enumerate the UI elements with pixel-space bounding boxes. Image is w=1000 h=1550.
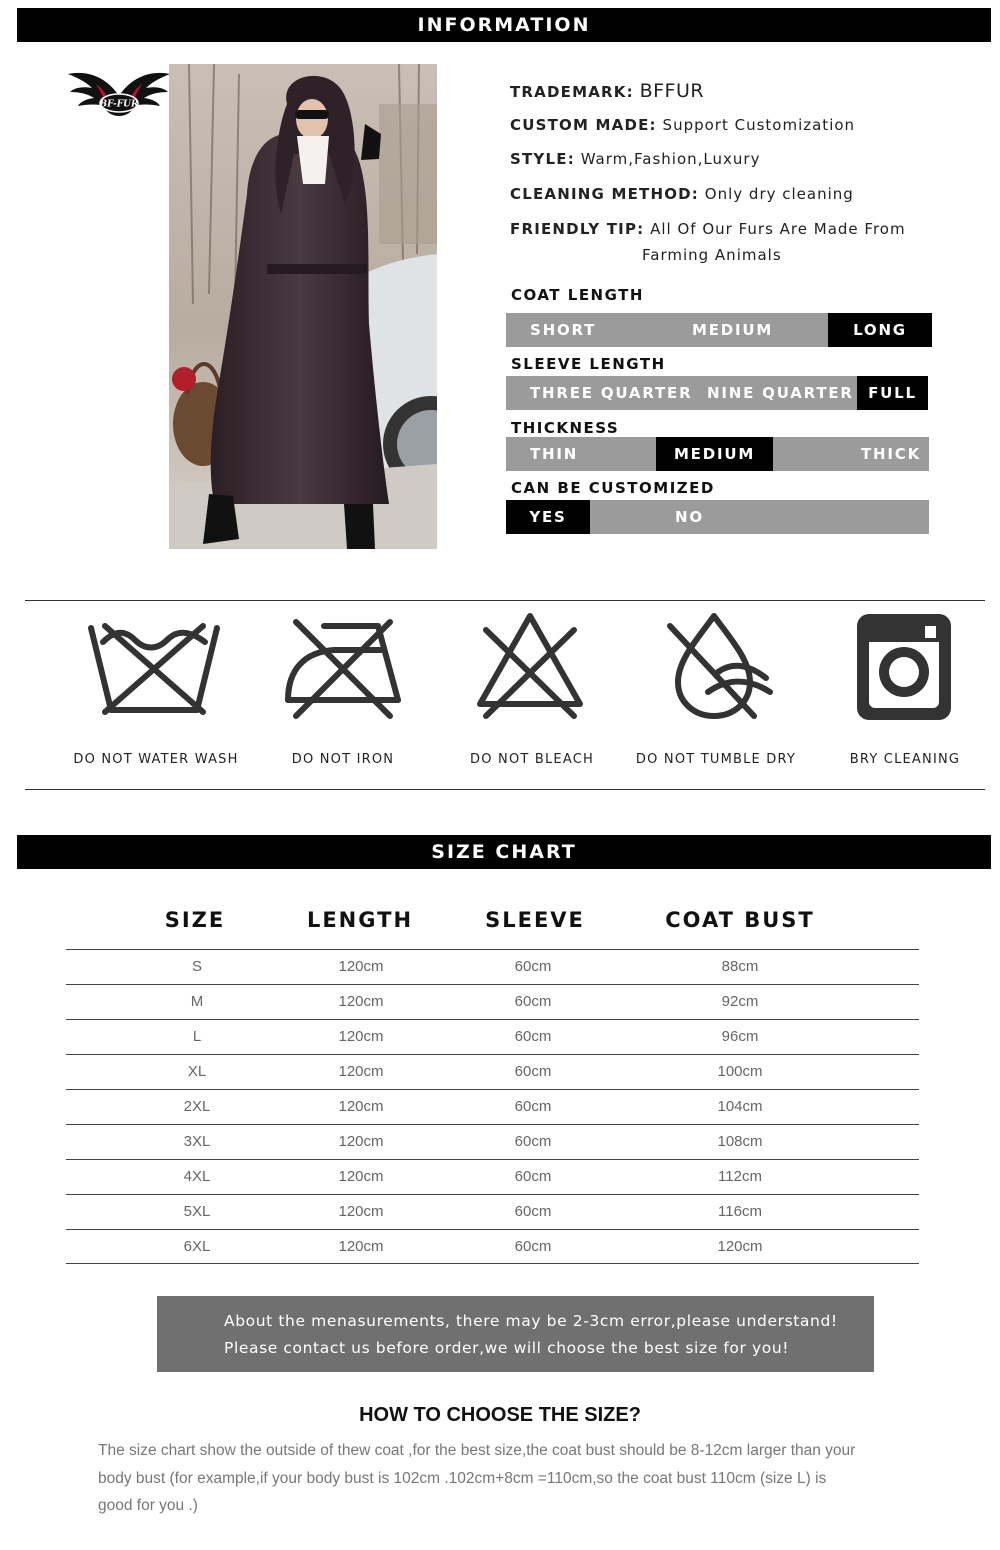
sleeve-length-label: SLEEVE LENGTH	[511, 355, 666, 373]
custom-made-value: Support Customization	[662, 116, 856, 134]
care-bottom-divider	[25, 789, 985, 790]
trademark-line	[510, 80, 704, 102]
table-row	[66, 1089, 919, 1124]
coat-length-selector	[506, 313, 932, 347]
cell-size: XL	[187, 1063, 207, 1080]
cell-length: 120cm	[338, 1098, 384, 1115]
cell-size: 3XL	[183, 1133, 211, 1150]
cell-sleeve: 60cm	[514, 958, 552, 975]
cell-length: 120cm	[338, 993, 384, 1010]
customizable-option-yes[interactable]: YES	[506, 500, 590, 534]
cell-size: 5XL	[183, 1203, 211, 1220]
cell-coat-bust: 104cm	[717, 1098, 763, 1115]
cell-coat-bust: 100cm	[717, 1063, 763, 1080]
size-chart-header: SIZE CHART	[17, 835, 991, 869]
no-iron-icon	[274, 612, 414, 722]
cell-length: 120cm	[338, 1063, 384, 1080]
trademark-value: BFFUR	[639, 80, 705, 102]
thickness-selector	[506, 437, 929, 471]
table-row	[66, 1019, 919, 1054]
no-water-wash-label: DO NOT WATER WASH	[73, 752, 239, 767]
coat-length-option-long[interactable]: LONG	[828, 313, 932, 347]
no-iron-label: DO NOT IRON	[291, 752, 395, 767]
thickness-label: THICKNESS	[511, 419, 620, 437]
friendly-tip-key: FRIENDLY TIP:	[510, 220, 645, 238]
information-header: INFORMATION	[17, 8, 991, 42]
cell-length: 120cm	[338, 1203, 384, 1220]
col-header-coat-bust: COAT BUST	[665, 908, 815, 932]
table-row	[66, 949, 919, 984]
bf-fur-logo	[66, 66, 172, 122]
cleaning-method-line	[510, 185, 854, 203]
thickness-option-thick[interactable]: THICK	[861, 445, 921, 463]
table-row	[66, 1124, 919, 1159]
how-to-line-2: body bust (for example,if your body bust is 102cm .102cm+8cm =110cm,so the coat bust 110cm (size L) is	[98, 1469, 827, 1487]
cell-sleeve: 60cm	[514, 1203, 552, 1220]
cell-sleeve: 60cm	[514, 1238, 552, 1255]
dry-cleaning-label: BRY CLEANING	[849, 752, 961, 767]
style-line	[510, 150, 760, 168]
cell-size: 6XL	[183, 1238, 211, 1255]
cell-size: L	[192, 1028, 202, 1045]
care-top-divider	[25, 600, 985, 601]
friendly-tip-line	[510, 220, 906, 238]
col-header-length: LENGTH	[306, 908, 414, 932]
no-tumble-dry-label: DO NOT TUMBLE DRY	[635, 752, 797, 767]
cell-size: 4XL	[183, 1168, 211, 1185]
no-bleach-label: DO NOT BLEACH	[470, 752, 594, 767]
cell-length: 120cm	[338, 1168, 384, 1185]
trademark-key: TRADEMARK:	[510, 83, 634, 101]
table-row	[66, 1159, 919, 1194]
cell-coat-bust: 120cm	[717, 1238, 763, 1255]
no-tumble-dry-icon	[648, 612, 788, 722]
coat-length-label: COAT LENGTH	[511, 286, 644, 304]
style-value: Warm,Fashion,Luxury	[580, 150, 761, 168]
cell-length: 120cm	[338, 1238, 384, 1255]
sleeve-length-option-nine-quarter[interactable]: NINE QUARTER	[707, 384, 854, 402]
style-key: STYLE:	[510, 150, 575, 168]
dry-cleaning-icon	[834, 612, 974, 722]
col-header-sleeve: SLEEVE	[485, 908, 585, 932]
cell-size: S	[191, 958, 202, 975]
cell-sleeve: 60cm	[514, 1133, 552, 1150]
table-row	[66, 984, 919, 1019]
cell-size: 2XL	[183, 1098, 211, 1115]
friendly-tip-value-line2: Farming Animals	[642, 246, 782, 264]
thickness-option-thin[interactable]: THIN	[530, 445, 579, 463]
custom-made-key: CUSTOM MADE:	[510, 116, 657, 134]
cell-sleeve: 60cm	[514, 1098, 552, 1115]
table-row	[66, 1054, 919, 1089]
measurement-note	[157, 1296, 874, 1372]
cell-coat-bust: 88cm	[721, 958, 759, 975]
how-to-line-1: The size chart show the outside of thew coat ,for the best size,the coat bust should be 8-12cm larger than your	[98, 1442, 856, 1459]
no-water-wash-icon	[85, 612, 225, 722]
customizable-label: CAN BE CUSTOMIZED	[511, 479, 715, 497]
friendly-tip-value: All Of Our Furs Are Made From	[650, 220, 906, 238]
cell-coat-bust: 92cm	[721, 993, 759, 1010]
cell-coat-bust: 116cm	[718, 1203, 762, 1220]
logo-text: BF-FUR	[99, 99, 139, 110]
cell-length: 120cm	[338, 958, 384, 975]
cell-size: M	[190, 993, 204, 1010]
cell-sleeve: 60cm	[514, 1168, 552, 1185]
product-photo	[169, 64, 437, 549]
note-line-2: Please contact us before order,we will choose the best size for you!	[224, 1339, 790, 1357]
table-row	[66, 1229, 919, 1264]
coat-length-option-medium[interactable]: MEDIUM	[692, 321, 774, 339]
cell-sleeve: 60cm	[514, 993, 552, 1010]
sleeve-length-option-full[interactable]: FULL	[857, 376, 928, 410]
cell-length: 120cm	[338, 1133, 384, 1150]
cell-sleeve: 60cm	[514, 1028, 552, 1045]
customizable-selector	[506, 500, 929, 534]
table-row	[66, 1194, 919, 1229]
no-bleach-icon	[460, 612, 600, 722]
how-to-title: HOW TO CHOOSE THE SIZE?	[359, 1404, 641, 1426]
cell-sleeve: 60cm	[514, 1063, 552, 1080]
cell-length: 120cm	[338, 1028, 384, 1045]
cleaning-method-value: Only dry cleaning	[704, 185, 854, 203]
note-line-1: About the menasurements, there may be 2-3cm error,please understand!	[224, 1312, 838, 1330]
cell-coat-bust: 108cm	[717, 1133, 763, 1150]
customizable-option-no[interactable]: NO	[675, 508, 704, 526]
how-to-line-3: good for you .)	[98, 1497, 198, 1514]
col-header-size: SIZE	[164, 908, 226, 932]
cell-coat-bust: 112cm	[718, 1168, 762, 1185]
how-to-body	[98, 1437, 908, 1520]
thickness-option-medium[interactable]: MEDIUM	[656, 437, 773, 471]
sleeve-length-option-three-quarter[interactable]: THREE QUARTER	[530, 384, 693, 402]
cell-coat-bust: 96cm	[721, 1028, 759, 1045]
custom-made-line	[510, 116, 855, 134]
sleeve-length-selector	[506, 376, 928, 410]
cleaning-method-key: CLEANING METHOD:	[510, 185, 700, 203]
coat-length-option-short[interactable]: SHORT	[530, 321, 597, 339]
